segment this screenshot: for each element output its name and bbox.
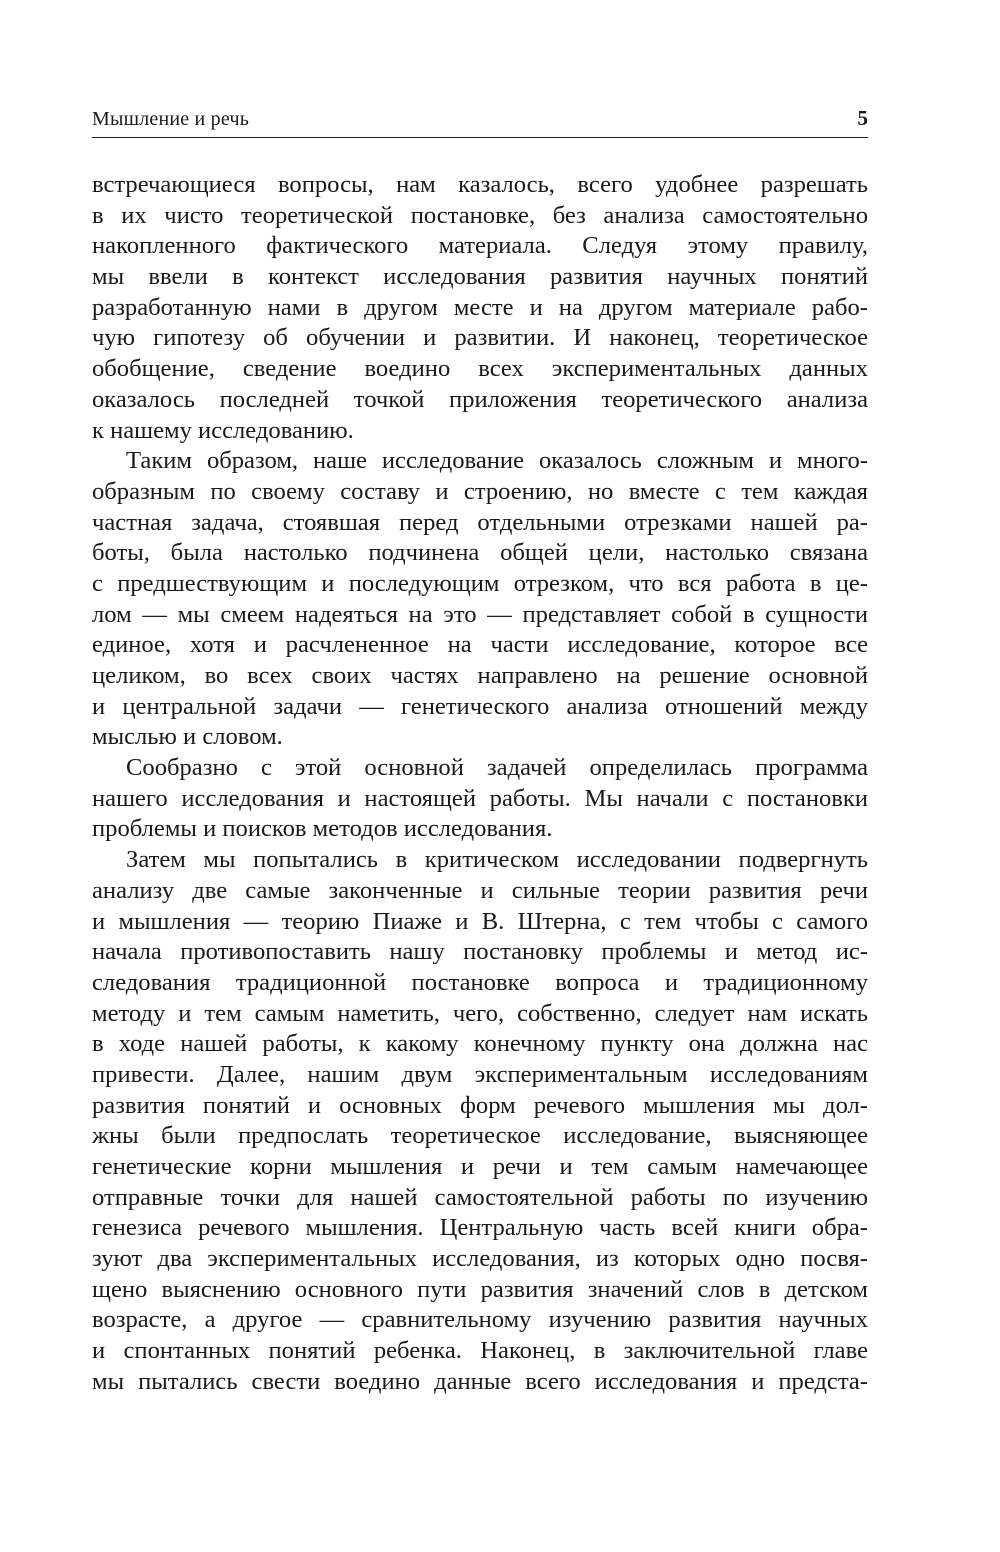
text-line: обобщение, сведение воедино всех экспериментальных данных — [92, 355, 868, 383]
text-line: следования традиционной постановке вопроса и традиционному — [92, 968, 868, 996]
text-line: привести. Далее, нашим двум экспериментальным исследованиям — [92, 1060, 868, 1088]
text-line: к нашему исследованию. — [92, 416, 354, 444]
text-line: оказалось последней точкой приложения теоретического анализа — [92, 385, 868, 413]
text-line: анализу две самые законченные и сильные теории развития речи — [92, 876, 868, 904]
text-line: единое, хотя и расчлененное на части исследование, которое все — [92, 631, 868, 659]
text-line: целиком, во всех своих частях направлено на решение основной — [92, 662, 868, 689]
paragraph — [92, 170, 868, 446]
text-line: начала противопоставить нашу постановку проблемы и метод ис- — [92, 938, 868, 966]
text-line: Затем мы попытались в критическом исследовании подвергнуть — [126, 846, 868, 874]
text-line: разработанную нами в другом месте и на другом материале рабо- — [92, 293, 868, 321]
text-line: щено выяснению основного пути развития значений слов в детском — [92, 1275, 868, 1303]
text-line: возрасте, а другое — сравнительному изучению развития научных — [92, 1306, 868, 1334]
text-line: встречающиеся вопросы, нам казалось, всего удобнее разрешать — [92, 171, 868, 198]
text-line: проблемы и поисков методов исследования. — [92, 815, 553, 843]
paragraph — [92, 845, 868, 1397]
text-line: и спонтанных понятий ребенка. Наконец, в заключительной главе — [92, 1337, 868, 1365]
text-line: Таким образом, наше исследование оказалось сложным и много- — [126, 447, 868, 475]
text-line: жны были предпослать теоретическое исследование, выясняющее — [92, 1122, 868, 1150]
text-line: мы пытались свести воедино данные всего исследования и предста- — [92, 1367, 868, 1395]
text-line: в их чисто теоретической постановке, без анализа самостоятельно — [92, 201, 868, 229]
text-line: развития понятий и основных форм речевого мышления мы дол- — [92, 1091, 868, 1119]
paragraph — [92, 753, 868, 845]
text-line: и мышления — теорию Пиаже и В. Штерна, с тем чтобы с самого — [92, 907, 868, 935]
text-line: нашего исследования и настоящей работы. Мы начали с постановки — [92, 784, 868, 812]
text-line: методу и тем самым наметить, чего, собственно, следует нам искать — [92, 999, 868, 1027]
text-line: боты, была настолько подчинена общей цели, настолько связана — [92, 539, 868, 567]
text-line: образным по своему составу и строению, но вместе с тем каждая — [92, 477, 868, 505]
text-line: накопленного фактического материала. Следуя этому правилу, — [92, 232, 868, 260]
running-title: Мышление и речь — [92, 108, 250, 130]
text-line: отправные точки для нашей самостоятельной работы по изучению — [92, 1183, 868, 1211]
text-line: лом — мы смеем надеяться на это — представляет собой в сущности — [92, 600, 868, 628]
paragraph — [92, 446, 868, 753]
running-header — [92, 104, 868, 138]
page-number: 5 — [857, 106, 868, 130]
text-line: и центральной задачи — генетического анализа отношений между — [92, 692, 868, 720]
text-line: частная задача, стоявшая перед отдельными отрезками нашей ра- — [92, 508, 868, 536]
text-line: зуют два экспериментальных исследования, из которых одно посвя- — [92, 1245, 868, 1273]
body-text — [92, 170, 868, 1398]
text-line: мыслью и словом. — [92, 723, 283, 751]
text-line: мы ввели в контекст исследования развития научных понятий — [92, 263, 868, 291]
text-line: генетические корни мышления и речи и тем самым намечающее — [92, 1153, 868, 1180]
text-line: с предшествующим и последующим отрезком, что вся работа в це- — [92, 569, 868, 597]
text-line: чую гипотезу об обучении и развитии. И наконец, теоретическое — [92, 324, 868, 352]
text-line: генезиса речевого мышления. Центральную часть всей книги обра- — [92, 1214, 868, 1242]
text-line: Сообразно с этой основной задачей определилась программа — [126, 754, 868, 782]
text-line: в ходе нашей работы, к какому конечному пункту она должна нас — [92, 1030, 868, 1058]
